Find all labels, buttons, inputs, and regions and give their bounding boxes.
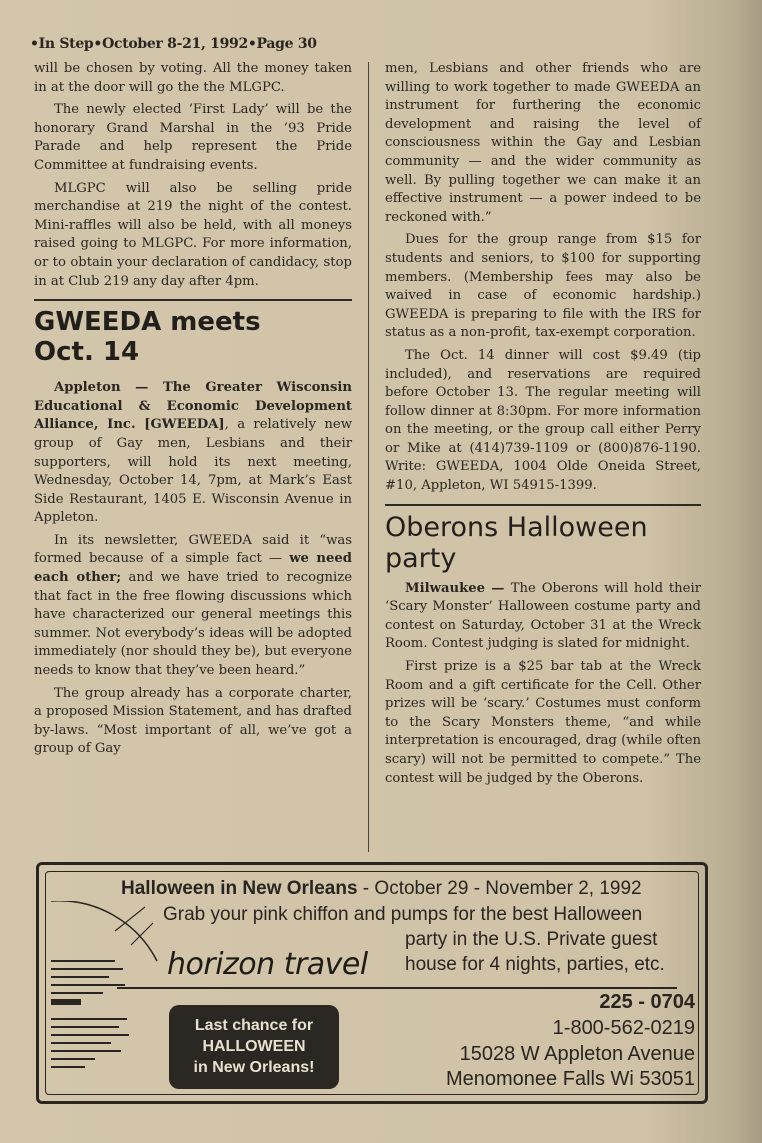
brand-rule — [117, 987, 677, 989]
gweeda-dateline: Appleton — — [54, 380, 163, 396]
gweeda-paragraph-3: The group already has a corporate charter, a proposed Mission Statement, and has drafted by-laws. “Most important of all, we’ve got a group of Gay — [34, 685, 352, 757]
column-right — [385, 60, 701, 792]
pageant-paragraph-1: will be chosen by voting. All the money taken in at the door will go the the MLGPC. — [34, 61, 352, 95]
gweeda-paragraph-2 — [34, 532, 352, 681]
gweeda-headline-line2: Oct. 14 — [34, 337, 140, 368]
horizon-travel-logo-icon — [45, 901, 165, 1091]
box-line-3: in New Orleans! — [193, 1059, 315, 1076]
oberons-headline-line2: party — [385, 542, 457, 574]
gweeda-paragraph-1 — [34, 379, 352, 528]
gweeda-paragraph-6: The Oct. 14 dinner will cost $9.49 (tip included), and reservations are required before October 13. The regular meeting will follow dinner at 8:30pm. For more information on the meeting, or the group call either Perry or Mike at (414)739-1109 or (800)876-1190. Write: GWEEDA, 1004 Olde Oneida Street, #10, Appleton, WI 54915-1399. — [385, 347, 701, 494]
oberons-paragraph-1-text: The Oberons will hold their ‘Scary Monster’ Halloween costume party and contest on Saturday, October 31 at the Wreck Room. Contest judging is slated for midnight. — [385, 580, 701, 652]
oberons-paragraph-1 — [385, 580, 701, 654]
gweeda-headline-line1: GWEEDA meets — [34, 307, 261, 338]
ad-copy-line-3: party in the U.S. Private guest — [405, 929, 658, 950]
ad-address-city: Menomonee Falls Wi 53051 — [445, 1068, 695, 1090]
gweeda-org-name: The Greater Wisconsin Educational & Economic Development Alliance, Inc. [GWEEDA] — [34, 380, 353, 433]
oberons-dateline: Milwaukee — — [405, 580, 511, 596]
box-line-1: Last chance for — [194, 1017, 314, 1034]
oberons-paragraph-2: First prize is a $25 bar tab at the Wreck Room and a gift certificate for the Cell. Other prizes will be ‘scary.’ Costumes must conform to the Scary Monsters theme, “and while interpretation is encouraged, drag (while often scary) will not be permitted to compete.” The contest will be judged by the Oberons. — [385, 659, 701, 786]
brand-name: horizon travel — [167, 947, 368, 982]
oberons-headline-line1: Oberons Halloween — [385, 511, 648, 543]
pageant-paragraph-3: MLGPC will also be selling pride merchandise at 219 the night of the contest. Mini-raffles will also be held, with all moneys raised going to MLGPC. For more information, or to obtain your declaration of candidacy, stop in at Club 219 any day after 4pm. — [34, 180, 352, 289]
column-divider — [368, 62, 369, 852]
gweeda-paragraph-2-start: In its newsletter, GWEEDA said it “was formed because of a simple fact — — [34, 532, 352, 567]
last-chance-box — [169, 1005, 339, 1089]
ad-headline-dates: - October 29 - November 2, 1992 — [357, 878, 642, 899]
column-left — [34, 60, 352, 763]
horizon-travel-ad — [36, 862, 708, 1104]
gweeda-paragraph-5: Dues for the group range from $15 for students and seniors, to $100 for supporting members. (Membership fees may also be waived in case of economic hardship.) GWEEDA is preparing to file with the IRS for status as a non-profit, tax-exempt corporation. — [385, 232, 701, 341]
ad-phone: 225 - 0704 — [599, 991, 695, 1013]
gweeda-emphasis: we need each other; — [34, 551, 352, 586]
box-line-2: HALLOWEEN — [202, 1038, 306, 1055]
gweeda-headline — [34, 307, 352, 367]
ad-tollfree: 1-800-562-0219 — [552, 1017, 695, 1039]
gweeda-paragraph-1-text: , a relatively new group of Gay men, Lesbians and their supporters, will hold its next meeting, Wednesday, October 14, 7pm, at Mark’s East Side Restaurant, 1405 E. Wisconsin Avenue in Appleton. — [34, 417, 352, 526]
ad-copy-line-2: Grab your pink chiffon and pumps for the best Halloween — [163, 904, 643, 925]
ad-headline — [121, 877, 642, 901]
section-rule — [34, 299, 352, 301]
gweeda-paragraph-4: men, Lesbians and other friends who are willing to work together to made GWEEDA an instrument for furthering the economic development and raising the level of consciousness within the Gay and Lesbian community — and the wider community as well. By pulling together we can make it an effective instrument — a power indeed to be reckoned with.” — [385, 61, 701, 225]
page-folio: •In Step•October 8-21, 1992•Page 30 — [30, 36, 317, 52]
oberons-headline — [385, 512, 701, 574]
ad-address-street: 15028 W Appleton Avenue — [459, 1043, 695, 1065]
section-rule — [385, 504, 701, 506]
ad-headline-bold: Halloween in New Orleans — [121, 878, 358, 899]
ad-copy-line-4: house for 4 nights, parties, etc. — [405, 954, 665, 975]
gweeda-paragraph-2-rest: and we have tried to recognize that fact in the free flowing discussions which have characterized our general meetings this summer. Not everybody’s ideas will be adopted immediately (nor should they be), but everyone needs to know that they’ve been heard.” — [34, 570, 352, 679]
pageant-paragraph-2: The newly elected ‘First Lady’ will be the honorary Grand Marshal in the ’93 Pride Parade and help represent the Pride Committee at fundraising events. — [34, 102, 352, 173]
